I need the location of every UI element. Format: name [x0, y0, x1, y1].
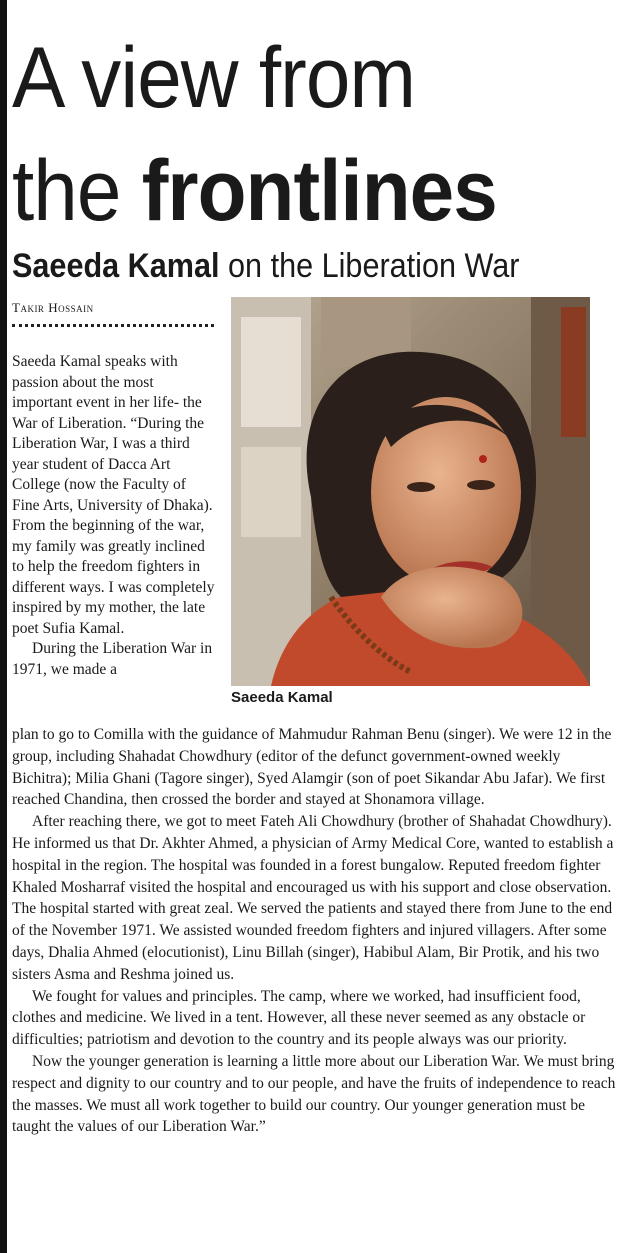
- paragraph-2-start: During the Liberation War in 1971, we made a: [12, 640, 213, 678]
- paragraph-5: Now the younger generation is learning a little more about our Liberation War. We must bring respect and dignity to our country and to our people, and have the fruits of independence to reach the masses. We must all work together to build our country. Our younger generation must be taught the values of our Liberation War.”: [12, 1052, 616, 1136]
- headline-plain: the: [12, 143, 142, 239]
- left-column-text: [12, 352, 217, 680]
- paragraph-4: We fought for values and principles. The camp, where we worked, had insufficient food, clothes and medicine. We lived in a tent. However, all these never seemed as any obstacle or difficulties; patriotism and devotion to the country and its people always was our priority.: [12, 987, 586, 1049]
- portrait-illustration: [231, 297, 590, 686]
- subtitle-name: Saeeda Kamal: [12, 247, 220, 285]
- portrait-photo: [231, 297, 590, 686]
- headline-line-1: A view from: [12, 30, 416, 126]
- byline-dotted-divider: [12, 324, 214, 327]
- full-width-text: [12, 724, 622, 1138]
- paragraph-3: After reaching there, we got to meet Fateh Ali Chowdhury (brother of Shahadat Chowdhury). He informed us that Dr. Akhter Ahmed, a physician of Army Medical Core, wanted to establish a hospital in the region. The hospital was founded in a forest bungalow. Reputed freedom fighter Khaled Mosharraf visited the hospital and encouraged us with his support and close observation. The hospital started with great zeal. We served the patients and stayed there from June to the end of the November 1971. We assisted wounded freedom fighters and injured villagers. After some days, Dhalia Ahmed (elocutionist), Linu Billah (singer), Habibul Alam, Bir Protik, and his two sisters Asma and Reshma joined us.: [12, 813, 614, 983]
- photo-caption: Saeeda Kamal: [231, 689, 333, 706]
- paragraph-1: Saeeda Kamal speaks with passion about the most important event in her life- the War of Liberation. “During the Liberation War, I was a third year student of Dacca Art College (now the Faculty of Fine Arts, University of Dhaka). From the beginning of the war, my family was greatly inclined to help the freedom fighters in different ways. I was completely inspired by my mother, the late poet Sufia Kamal.: [12, 353, 215, 637]
- left-border-rule: [0, 0, 7, 1253]
- paragraph-2-rest: plan to go to Comilla with the guidance of Mahmudur Rahman Benu (singer). We were 12 in the group, including Shahadat Chowdhury (editor of the defunct government-owned weekly Bichitra); Milia Ghani (Tagore singer), Syed Alamgir (son of poet Sikandar Abu Jafar). We first reached Chandina, then crossed the border and stayed at Shonamora village.: [12, 726, 612, 809]
- subtitle: [12, 246, 519, 286]
- subtitle-rest: on the Liberation War: [219, 247, 520, 285]
- headline-bold: frontlines: [141, 143, 497, 239]
- byline: Takir Hossain: [12, 300, 94, 315]
- headline-line-2: [12, 143, 497, 239]
